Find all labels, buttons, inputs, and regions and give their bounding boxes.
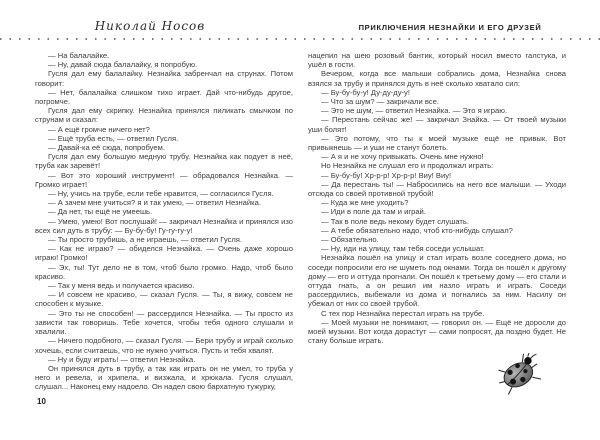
paragraph: — А тебе обязательно надо, чтоб кто-нибудь слушал? <box>321 225 513 235</box>
paragraph: — И совсем не красиво, — сказал Гусля. — Ты, я вижу, совсем не способен к музыке. <box>35 290 293 309</box>
paragraph: — Ну и буду играть! — ответил Незнайка. <box>48 354 196 364</box>
right-page-text <box>308 51 566 346</box>
paragraph: — Умею, умею! Вот послушай! — закричал Незнайка и принялся изо всех сил дуть в трубу: — Бу-бу-бу! Гу-гу-гу-у! <box>35 216 293 235</box>
paragraph: — Моей музыки не понимают, — говорил он. — Ещё не доросли до моей музыки. Вот когда дорастут — сами попросят, да поздно будет. Не стану больше играть. <box>308 317 566 346</box>
paragraph: — Как не играю? — обиделся Незнайка. — Очень даже хорошо играю! Громко! <box>35 244 293 263</box>
page-number: 10 <box>37 397 46 406</box>
paragraph: — Бу-бу-бу! Хр-р-р! Хр-р-р! Виу! Виу! <box>321 170 452 180</box>
paragraph: — Да перестань ты! — Набросились на него все малыши. — Уходи отсюда со своей противной трубой! <box>308 179 566 199</box>
paragraph: — А зачем мне учиться? я и так умею, — ответил Незнайка. <box>48 198 261 208</box>
paragraph: — На балалайке. <box>48 51 110 60</box>
paragraph: — Ничего подобного, — сказал Гусля. — Бери трубу и играй сколько хочешь, если считаешь, что не нужно учиться. Пусть и тебя хвалят. <box>35 336 293 355</box>
paragraph: — Это потому, что ты к моей музыке ещё не привык. Вот привыкнешь — и уши не станут болеть. <box>308 133 566 153</box>
paragraph: — Так в поле ведь некому будет слушать. <box>321 216 469 226</box>
paragraph: — Нет, балалайка слишком тихо играет. Дай что-нибудь другое, погромче. <box>35 87 293 107</box>
dotted-rule <box>0 38 600 40</box>
left-running-head-author: Николай Носов <box>94 19 206 33</box>
paragraph: — Ну, иди на улицу, там тебя соседи услышат. <box>321 244 485 254</box>
paragraph: — Так у меня ведь и получается красиво. <box>48 281 195 291</box>
ladybug-icon <box>493 353 547 399</box>
paragraph: — А я и не хочу привыкать. Очень мне нужно! <box>321 152 484 162</box>
paragraph: — Обязательно. <box>321 235 379 245</box>
paragraph: Вечером, когда все малыши собрались дома, Незнайка снова взялся за трубу и принялся дуть в неё сколько хватало сил: <box>308 69 566 88</box>
paragraph: — Да нет, ты ещё не умеешь. <box>48 207 153 217</box>
paragraph: Незнайка пошёл на улицу и стал играть возле соседнего дома, но соседи попросили его не шуметь под окнами. Тогда он пошёл к другому дому — его и оттуда прогнали. Он пошёл к третьему дому — его стали и оттуда гнать, а он решил им назло играть и играть. Соседи рассердились, выбежали из дома и погнались за ним. Насилу он убежал от них со своей трубой. <box>308 253 566 309</box>
paragraph: Гусля дал ему скрипку. Незнайка принялся пиликать смычком по струнам и сказал: <box>35 106 293 125</box>
paragraph: — Ну, давай сюда балалайку, я попробую. <box>48 60 198 70</box>
ladybug-illustration <box>493 353 547 399</box>
paragraph: Гусля дал ему балалайку. Незнайка забренчал на струнах. Потом говорит: <box>35 69 293 88</box>
paragraph: — Ну, учись на трубе, если тебе нравится, — согласился Гусля. <box>48 189 274 199</box>
paragraph: — Это ты не способен! — рассердился Незнайка. — Ты просто из зависти так говоришь. Тебе хочется, чтобы тебя одного слушали и хвалили. <box>35 308 293 337</box>
paragraph: — А ещё громче ничего нет? <box>48 124 150 134</box>
paragraph: — Эх, ты! Тут дело не в том, чтоб было громко. Надо, чтоб было красиво. <box>35 262 293 281</box>
right-running-head-book-title: ПРИКЛЮЧЕНИЯ НЕЗНАЙКИ И ЕГО ДРУЗЕЙ <box>358 23 542 32</box>
left-page-text <box>35 51 293 392</box>
paragraph: С тех пор Незнайка перестал играть на трубе. <box>321 308 485 318</box>
paragraph: — Давай-ка её сюда, попробуем. <box>48 143 165 153</box>
paragraph: Гусля дал ему большую медную трубу. Незнайка как подует в неё, труба как заревёт! <box>35 152 293 171</box>
paragraph: — Что за шум? — закричали все. <box>321 97 439 107</box>
paragraph: — Вот это хороший инструмент! — обрадовался Незнайка. — Громко играет! <box>35 170 293 189</box>
paragraph: — Ещё труба есть, — ответил Гусля. <box>48 133 179 143</box>
paragraph: Он принялся дуть в трубу, а так как играть он не умел, то труба у него и ревела, и хрипела, и визжала, и хрюкала. Гусля слушал, слушал... Наконец ему надоело. Он надел свою бархатную тужурку, <box>35 363 293 392</box>
paragraph: — Это не шум, — ответил Незнайка. — Это я играю. <box>321 106 508 116</box>
paragraph: — Куда же мне уходить? <box>321 198 409 208</box>
paragraph: Но Незнайка не слушал его и продолжал играть: <box>321 161 494 171</box>
paragraph: — Перестань сейчас же! — закричал Знайка. — От твоей музыки уши болят! <box>308 115 566 134</box>
paragraph: нацепил на шею розовый бантик, который носил вместо галстука, и ушёл в гости. <box>308 51 566 70</box>
paragraph: — Ты просто трубишь, а не играешь, — ответил Гусля. <box>48 235 243 245</box>
paragraph: — Иди в поле да там и играй. <box>321 207 426 217</box>
paragraph: — Бу-бу-бу-у! Ду-ду-ду-у! <box>321 87 410 97</box>
